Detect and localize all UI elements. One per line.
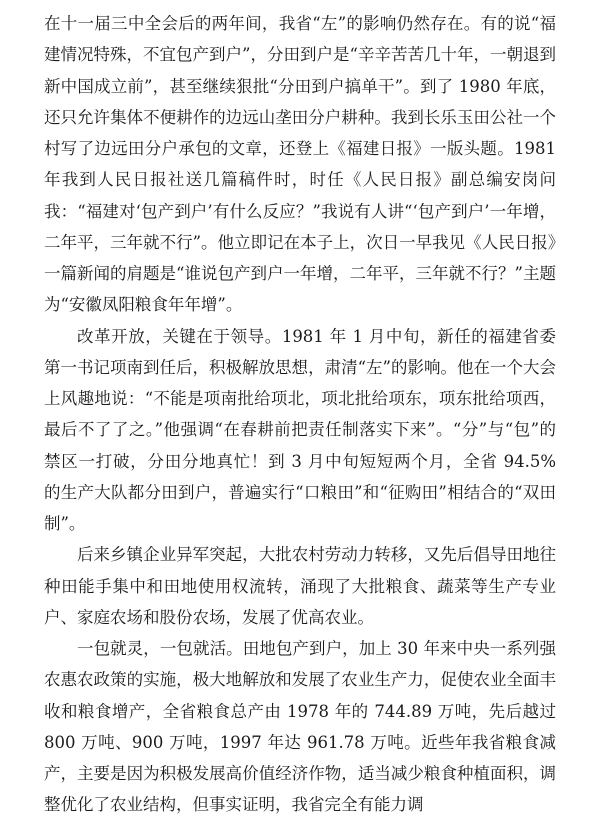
paragraph-1: 在十一届三中全会后的两年间，我省“左”的影响仍然存在。有的说“福建情况特殊，不宜包产到户”，分田到户是“辛辛苦苦几十年，一朝退到新中国成立前”，甚至继续狠批“分田到户搞单干”。到了 1980 年底，还只允许集体不便耕作的边远山垄田分户耕种。我到长乐玉田公社一个村写了边远田分户承包的文章，还登上《福建日报》一版头题。1981 年我到人民日报社送几篇稿件时，时任《人民日报》副总编安岗问我：“福建对‘包产到户’有什么反应？”我说有人讲“‘包产到户’一年增，二年平，三年就不行”。他立即记在本子上，次日一早我见《人民日报》一篇新闻的肩题是“谁说包产到户一年增，二年平，三年就不行？”主题为“安徽凤阳粮食年年增”。 — [44, 14, 556, 315]
paragraph-3: 后来乡镇企业异军突起，大批农村劳动力转移，又先后倡导田地往种田能手集中和田地使用权流转，涌现了大批粮食、蔬菜等生产专业户、家庭农场和股份农场，发展了优高农业。 — [44, 545, 556, 627]
paragraph-2: 改革开放，关键在于领导。1981 年 1 月中旬，新任的福建省委第一书记项南到任后，积极解放思想，肃清“左”的影响。他在一个大会上风趣地说：“不能是项南批给项北，项北批给项东，项东批给项西，最后不了了之。”他强调“在春耕前把责任制落实下来”。“分”与“包”的禁区一打破，分田分地真忙！到 3 月中旬短短两个月，全省 94.5% 的生产大队都分田到户，普遍实行“口粮田”和“征购田”相结合的“双田制”。 — [44, 326, 556, 533]
article-body — [44, 8, 556, 821]
paragraph-4: 一包就灵，一包就活。田地包产到户，加上 30 年来中央一系列强农惠农政策的实施，极大地解放和发展了农业生产力，促使农业全面丰收和粮食增产，全省粮食总产由 1978 年的 744.89 万吨，先后越过 800 万吨、900 万吨，1997 年达 961.78 万吨。近些年我省粮食减产，主要是因为积极发展高价值经济作物，适当减少粮食种植面积，调整优化了农业结构，但事实证明，我省完全有能力调 — [44, 639, 556, 815]
